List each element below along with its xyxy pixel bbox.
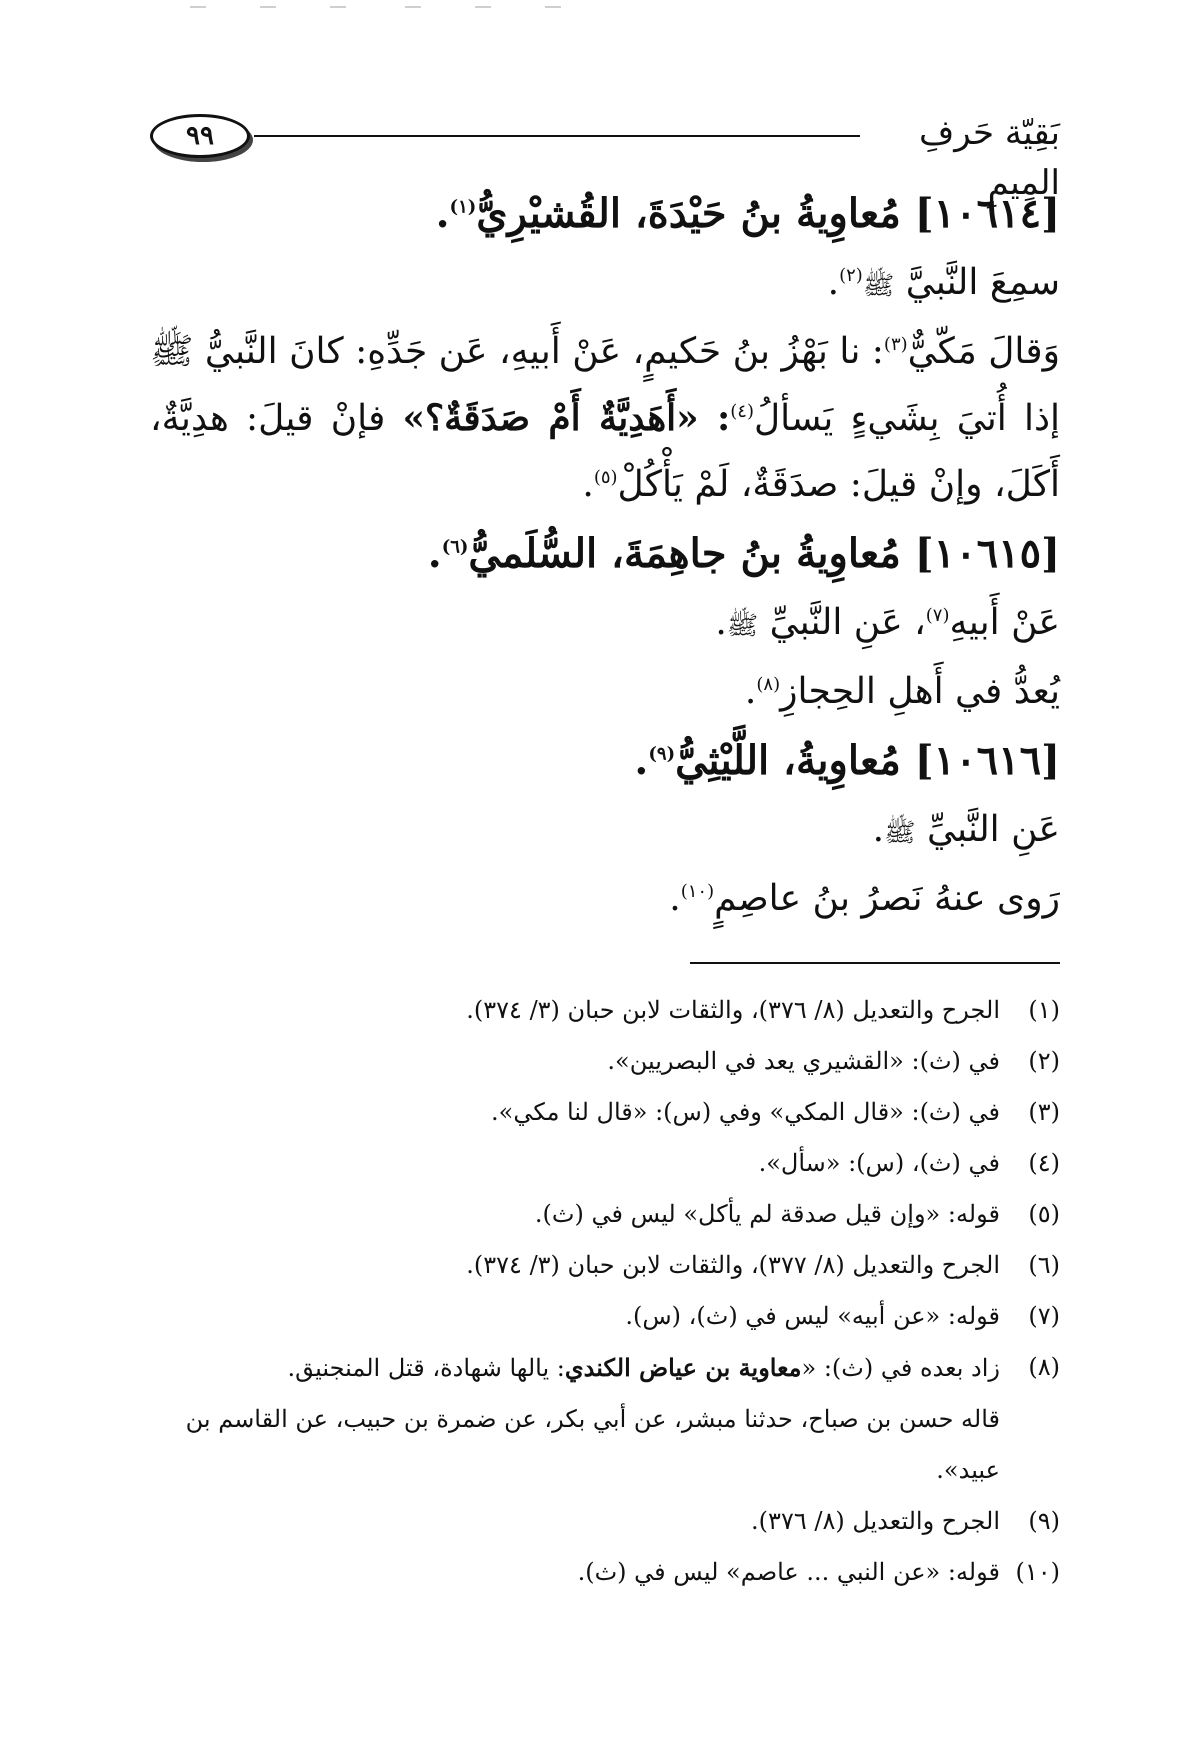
entry-heading: [١٠٦١٥] مُعاوِيةُ بنُ جاهِمَةَ، السُّلَميُّ$^{(٦)}$. bbox=[427, 530, 1060, 577]
header-rule bbox=[254, 135, 860, 137]
footnote-marker: (٨) bbox=[756, 674, 781, 695]
footnote-separator bbox=[690, 962, 1060, 964]
footnote-number: (٧) bbox=[1028, 1302, 1060, 1330]
footnote-number: (٦) bbox=[1028, 1251, 1060, 1279]
footnote-item bbox=[150, 1189, 1060, 1240]
entry-name: مُعاوِيةُ، اللَّيْثِيُّ bbox=[675, 737, 901, 784]
body-line: عَنْ أَبيهِ$^{(٧)}$، عَنِ النَّبيِّ ﷺ. bbox=[715, 602, 1060, 643]
footnote-number: (٣) bbox=[1028, 1098, 1060, 1126]
entry-name: مُعاوِيةُ بنُ جاهِمَةَ، السُّلَميُّ bbox=[468, 530, 901, 577]
footnote-number: (٩) bbox=[1028, 1507, 1060, 1535]
footnote-number: (٤) bbox=[1028, 1149, 1060, 1177]
footnote-marker: (١٠) bbox=[680, 881, 715, 902]
entry-name: مُعاوِيةُ بنُ حَيْدَةَ، القُشيْرِيُّ bbox=[476, 190, 901, 237]
footnote-number: (١) bbox=[1028, 996, 1060, 1024]
entry-number: [١٠٦١٤] bbox=[914, 190, 1060, 237]
footnote-text: الجرح والتعديل (٨/ ٣٧٦)، والثقات لابن حبان (٣/ ٣٧٤). bbox=[466, 996, 1000, 1024]
footnote-number: (١٠) bbox=[1015, 1558, 1060, 1586]
body-line: عَنِ النَّبيِّ ﷺ. bbox=[872, 809, 1060, 850]
main-text bbox=[150, 178, 1060, 932]
footnote-item bbox=[150, 1496, 1060, 1547]
body-paragraph: وَقالَ مَكّيٌّ$^{(٣)}$: نا بَهْزُ بنُ حَكيمٍ، عَنْ أَبيهِ، عَن جَدِّهِ: كانَ النَّبيُّ ﷺ إذا أُتيَ بِشَيءٍ يَسألُ$^{(٤)}$: «أَهَدِيَّةٌ أَمْ صَدَقَةٌ؟» فإنْ قيلَ: هدِيَّةٌ، أَكَلَ، وإنْ قيلَ: صدَقَةٌ، لَمْ يَأْكُلْ$^{(٥)}$. bbox=[150, 331, 1060, 505]
footnote-marker: (٩) bbox=[648, 743, 676, 765]
hadith-quote: : «أَهَدِيَّةٌ أَمْ صَدَقَةٌ؟» bbox=[402, 397, 731, 439]
footnote-text: قوله: «عن أبيه» ليس في (ث)، (س). bbox=[625, 1302, 1000, 1330]
salutation-glyph: ﷺ bbox=[726, 611, 759, 641]
footnote-text: في (ث)، (س): «سأل». bbox=[758, 1149, 1000, 1177]
scan-artifact-marks bbox=[190, 6, 590, 10]
footnote-marker: (١) bbox=[449, 196, 477, 218]
salutation-glyph: ﷺ bbox=[862, 271, 895, 301]
page-number-badge bbox=[150, 114, 250, 158]
footnote-continuation: عبيد». bbox=[936, 1456, 1000, 1484]
footnotes bbox=[150, 985, 1060, 1598]
page-number: ٩٩ bbox=[186, 121, 214, 151]
footnote-marker: (٦) bbox=[441, 536, 469, 558]
footnote-number: (٥) bbox=[1028, 1200, 1060, 1228]
body-line: يُعدُّ في أَهلِ الحِجازِ$^{(٨)}$. bbox=[744, 671, 1060, 712]
footnote-marker: (٤) bbox=[730, 401, 754, 422]
footnote-item bbox=[150, 1240, 1060, 1291]
footnote-item bbox=[150, 1291, 1060, 1342]
footnote-item bbox=[150, 1036, 1060, 1087]
running-title: بَقِيّة حَرفِ المِيمِ bbox=[919, 113, 1060, 203]
footnote-text: قوله: «عن النبي ... عاصم» ليس في (ث). bbox=[577, 1558, 1000, 1586]
running-header bbox=[150, 108, 1060, 203]
footnote-marker: (٢) bbox=[839, 265, 863, 286]
footnote-text: قوله: «وإن قيل صدقة لم يأكل» ليس في (ث). bbox=[534, 1200, 1000, 1228]
footnote-text: زاد بعده في (ث): «معاوية بن عياض الكندي: يالها شهادة، قتل المنجنيق. bbox=[287, 1353, 1000, 1382]
footnote-text: الجرح والتعديل (٨/ ٣٧٧)، والثقات لابن حبان (٣/ ٣٧٤). bbox=[466, 1251, 1000, 1279]
footnote-item bbox=[150, 1547, 1060, 1598]
footnote-item bbox=[150, 1087, 1060, 1138]
footnote-text: الجرح والتعديل (٨/ ٣٧٦). bbox=[751, 1507, 1000, 1535]
footnote-bold-name: معاوية بن عياض الكندي bbox=[564, 1353, 802, 1382]
footnote-number: (٨) bbox=[1028, 1353, 1060, 1381]
entry-number: [١٠٦١٥] bbox=[914, 530, 1060, 577]
footnote-marker: (٣) bbox=[883, 334, 908, 355]
entry-heading: [١٠٦١٤] مُعاوِيةُ بنُ حَيْدَةَ، القُشيْرِيُّ$^{(١)}$. bbox=[435, 190, 1060, 237]
footnote-number: (٢) bbox=[1028, 1047, 1060, 1075]
footnote-item bbox=[150, 1138, 1060, 1189]
entry-heading: [١٠٦١٦] مُعاوِيةُ، اللَّيْثِيُّ$^{(٩)}$. bbox=[634, 737, 1060, 784]
footnote-text: في (ث): «قال المكي» وفي (س): «قال لنا مكي». bbox=[491, 1098, 1000, 1126]
footnote-marker: (٥) bbox=[593, 467, 618, 488]
salutation-glyph: ﷺ bbox=[884, 818, 916, 848]
body-line: رَوى عنهُ نَصرُ بنُ عاصِمٍ$^{(١٠)}$. bbox=[669, 878, 1060, 919]
footnote-continuation: قاله حسن بن صباح، حدثنا مبشر، عن أبي بكر، عن ضمرة بن حبيب، عن القاسم بن bbox=[185, 1405, 1000, 1433]
footnote-item bbox=[150, 985, 1060, 1036]
entry-number: [١٠٦١٦] bbox=[914, 737, 1060, 784]
footnote-text: في (ث): «القشيري يعد في البصريين». bbox=[607, 1047, 1000, 1075]
footnote-item bbox=[150, 1342, 1060, 1394]
body-line: سمِعَ النَّبيَّ ﷺ$^{(٢)}$. bbox=[827, 262, 1060, 303]
footnote-marker: (٧) bbox=[925, 605, 950, 626]
